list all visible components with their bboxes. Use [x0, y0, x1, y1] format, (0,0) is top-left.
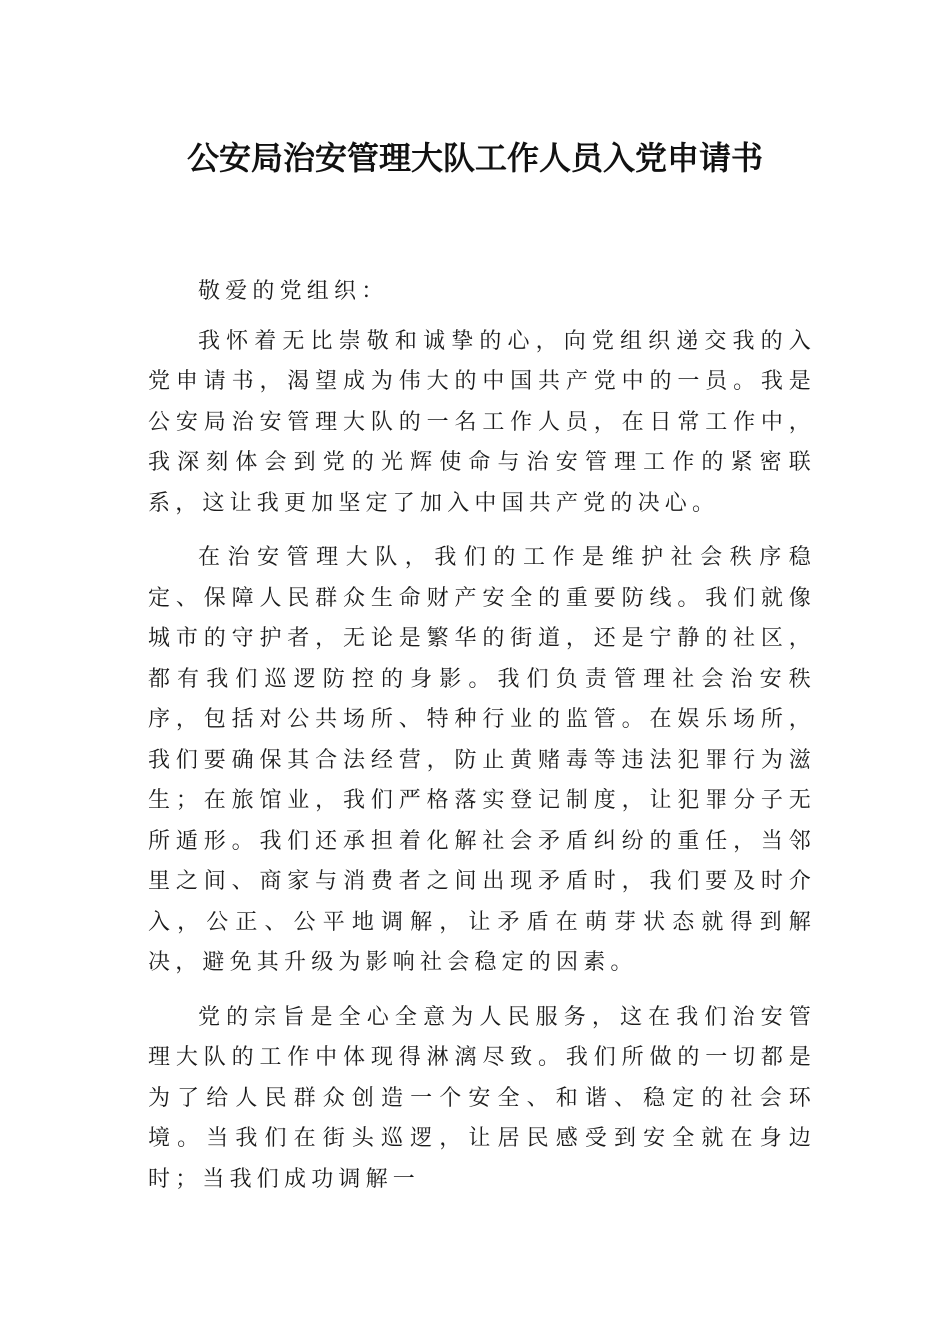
document-body: [148, 272, 816, 1200]
salutation: 敬爱的党组织：: [198, 279, 389, 304]
paragraph-1: 我怀着无比崇敬和诚挚的心，向党组织递交我的入党申请书，渴望成为伟大的中国共产党中的一员。我是公安局治安管理大队的一名工作人员，在日常工作中，我深刻体会到党的光辉使命与治安管理工作的紧密联系，这让我更加坚定了加入中国共产党的决心。: [148, 328, 816, 516]
paragraph-3: 党的宗旨是全心全意为人民服务，这在我们治安管理大队的工作中体现得淋漓尽致。我们所做的一切都是为了给人民群众创造一个安全、和谐、稳定的社会环境。当我们在街头巡逻，让居民感受到安全就在身边时；当我们成功调解一: [148, 1004, 816, 1192]
paragraph-2: 在治安管理大队，我们的工作是维护社会秩序稳定、保障人民群众生命财产安全的重要防线。我们就像城市的守护者，无论是繁华的街道，还是宁静的社区，都有我们巡逻防控的身影。我们负责管理社会治安秩序，包括对公共场所、特种行业的监管。在娱乐场所，我们要确保其合法经营，防止黄赌毒等违法犯罪行为滋生；在旅馆业，我们严格落实登记制度，让犯罪分子无所遁形。我们还承担着化解社会矛盾纠纷的重任，当邻里之间、商家与消费者之间出现矛盾时，我们要及时介入，公正、公平地调解，让矛盾在萌芽状态就得到解决，避免其升级为影响社会稳定的因素。: [148, 545, 816, 975]
document-title: 公安局治安管理大队工作人员入党申请书: [186, 139, 763, 177]
